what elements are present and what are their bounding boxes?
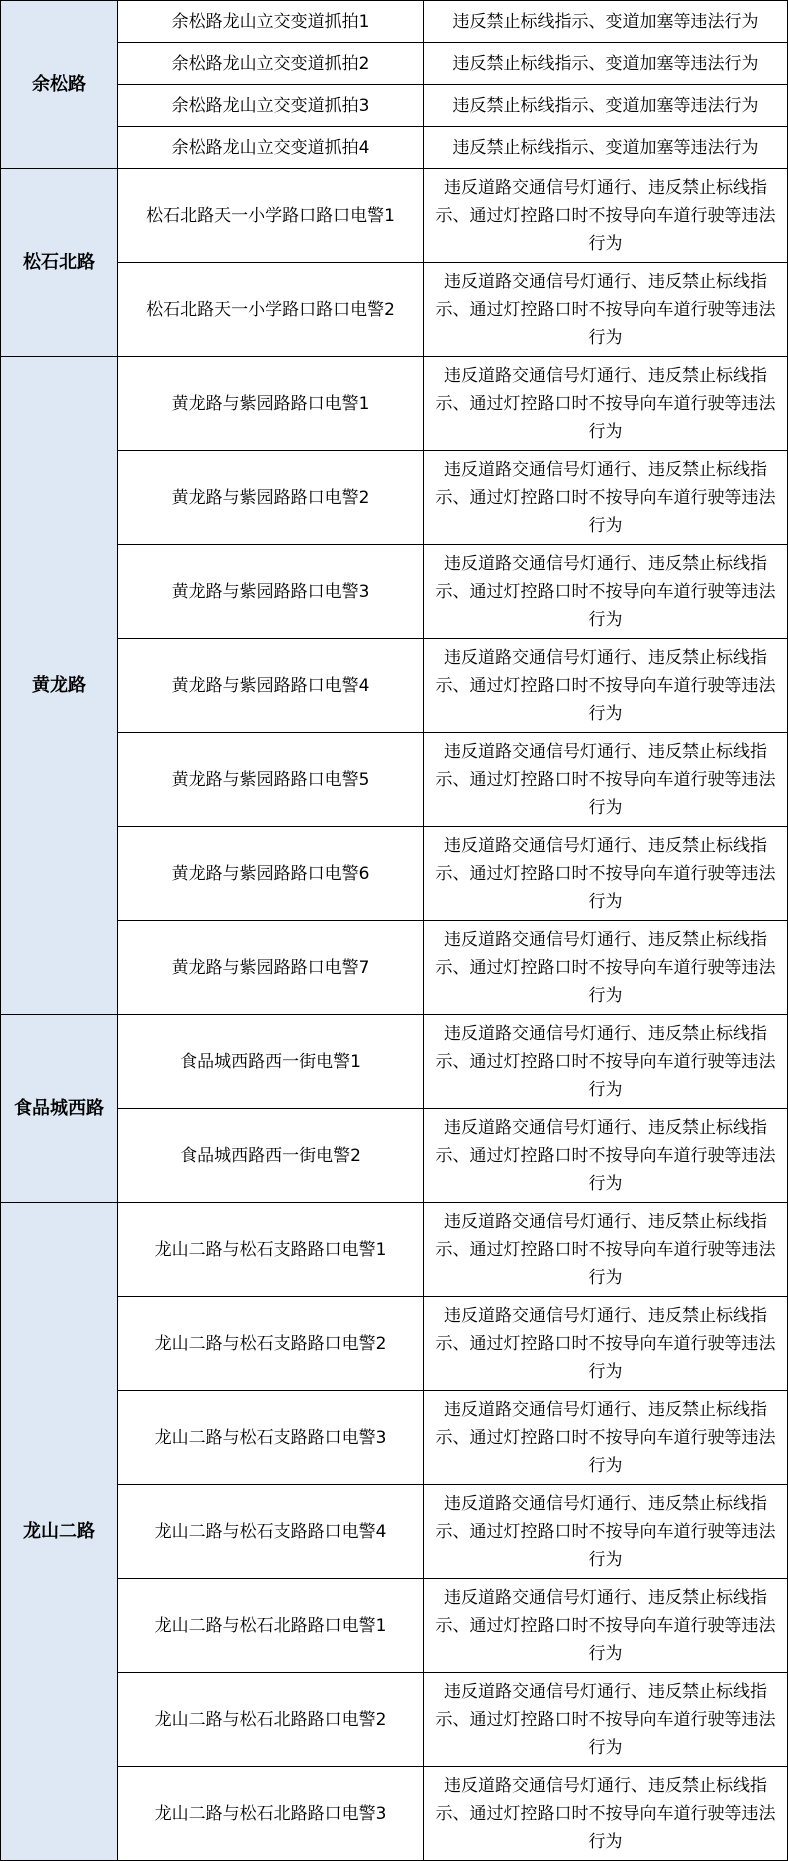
table-row [1, 357, 788, 451]
table-row [1, 1767, 788, 1861]
table-row [1, 127, 788, 169]
violation-behavior-cell: 违反道路交通信号灯通行、违反禁止标线指示、通过灯控路口时不按导向车道行驶等违法行为 [424, 169, 788, 263]
table-row [1, 545, 788, 639]
violation-behavior-cell: 违反道路交通信号灯通行、违反禁止标线指示、通过灯控路口时不按导向车道行驶等违法行为 [424, 827, 788, 921]
table-row [1, 1297, 788, 1391]
camera-name-cell: 黄龙路与紫园路路口电警1 [118, 357, 424, 451]
violation-behavior-cell: 违反道路交通信号灯通行、违反禁止标线指示、通过灯控路口时不按导向车道行驶等违法行为 [424, 1109, 788, 1203]
camera-name-cell: 余松路龙山立交变道抓拍2 [118, 43, 424, 85]
violation-behavior-cell: 违反道路交通信号灯通行、违反禁止标线指示、通过灯控路口时不按导向车道行驶等违法行为 [424, 1485, 788, 1579]
violation-behavior-cell: 违反道路交通信号灯通行、违反禁止标线指示、通过灯控路口时不按导向车道行驶等违法行为 [424, 451, 788, 545]
camera-name-cell: 黄龙路与紫园路路口电警7 [118, 921, 424, 1015]
road-name-cell: 食品城西路 [1, 1015, 118, 1203]
road-name-cell: 松石北路 [1, 169, 118, 357]
table-row [1, 827, 788, 921]
violation-behavior-cell: 违反道路交通信号灯通行、违反禁止标线指示、通过灯控路口时不按导向车道行驶等违法行为 [424, 1767, 788, 1861]
violation-behavior-cell: 违反禁止标线指示、变道加塞等违法行为 [424, 43, 788, 85]
table-row [1, 263, 788, 357]
violation-behavior-cell: 违反道路交通信号灯通行、违反禁止标线指示、通过灯控路口时不按导向车道行驶等违法行为 [424, 545, 788, 639]
camera-name-cell: 龙山二路与松石北路路口电警3 [118, 1767, 424, 1861]
table-row [1, 1, 788, 43]
violation-behavior-cell: 违反道路交通信号灯通行、违反禁止标线指示、通过灯控路口时不按导向车道行驶等违法行为 [424, 1579, 788, 1673]
road-name-cell: 黄龙路 [1, 357, 118, 1015]
road-name-cell: 余松路 [1, 1, 118, 169]
camera-name-cell: 食品城西路西一街电警2 [118, 1109, 424, 1203]
table-row [1, 733, 788, 827]
violation-behavior-cell: 违反道路交通信号灯通行、违反禁止标线指示、通过灯控路口时不按导向车道行驶等违法行为 [424, 639, 788, 733]
table-row [1, 1391, 788, 1485]
table-row [1, 85, 788, 127]
camera-name-cell: 龙山二路与松石支路路口电警3 [118, 1391, 424, 1485]
violation-behavior-cell: 违反禁止标线指示、变道加塞等违法行为 [424, 127, 788, 169]
table-row [1, 451, 788, 545]
camera-name-cell: 黄龙路与紫园路路口电警5 [118, 733, 424, 827]
table-row [1, 639, 788, 733]
table-row [1, 1485, 788, 1579]
camera-name-cell: 松石北路天一小学路口路口电警2 [118, 263, 424, 357]
table-row [1, 169, 788, 263]
table-row [1, 1015, 788, 1109]
camera-name-cell: 食品城西路西一街电警1 [118, 1015, 424, 1109]
camera-name-cell: 松石北路天一小学路口路口电警1 [118, 169, 424, 263]
camera-name-cell: 黄龙路与紫园路路口电警2 [118, 451, 424, 545]
table-row [1, 921, 788, 1015]
camera-name-cell: 黄龙路与紫园路路口电警6 [118, 827, 424, 921]
camera-name-cell: 黄龙路与紫园路路口电警4 [118, 639, 424, 733]
violation-behavior-cell: 违反道路交通信号灯通行、违反禁止标线指示、通过灯控路口时不按导向车道行驶等违法行为 [424, 1391, 788, 1485]
violation-behavior-cell: 违反禁止标线指示、变道加塞等违法行为 [424, 1, 788, 43]
camera-name-cell: 龙山二路与松石支路路口电警1 [118, 1203, 424, 1297]
camera-name-cell: 龙山二路与松石北路路口电警1 [118, 1579, 424, 1673]
violation-behavior-cell: 违反道路交通信号灯通行、违反禁止标线指示、通过灯控路口时不按导向车道行驶等违法行为 [424, 1297, 788, 1391]
table-row [1, 1109, 788, 1203]
camera-name-cell: 黄龙路与紫园路路口电警3 [118, 545, 424, 639]
camera-name-cell: 余松路龙山立交变道抓拍4 [118, 127, 424, 169]
road-name-cell: 龙山二路 [1, 1203, 118, 1861]
camera-name-cell: 余松路龙山立交变道抓拍3 [118, 85, 424, 127]
violation-behavior-cell: 违反道路交通信号灯通行、违反禁止标线指示、通过灯控路口时不按导向车道行驶等违法行为 [424, 1203, 788, 1297]
violation-behavior-cell: 违反道路交通信号灯通行、违反禁止标线指示、通过灯控路口时不按导向车道行驶等违法行为 [424, 1015, 788, 1109]
violation-behavior-cell: 违反禁止标线指示、变道加塞等违法行为 [424, 85, 788, 127]
violation-behavior-cell: 违反道路交通信号灯通行、违反禁止标线指示、通过灯控路口时不按导向车道行驶等违法行为 [424, 357, 788, 451]
table-row [1, 43, 788, 85]
table-row [1, 1203, 788, 1297]
camera-name-cell: 龙山二路与松石北路路口电警2 [118, 1673, 424, 1767]
table-row [1, 1579, 788, 1673]
camera-name-cell: 龙山二路与松石支路路口电警4 [118, 1485, 424, 1579]
camera-name-cell: 余松路龙山立交变道抓拍1 [118, 1, 424, 43]
violation-behavior-cell: 违反道路交通信号灯通行、违反禁止标线指示、通过灯控路口时不按导向车道行驶等违法行为 [424, 263, 788, 357]
table-body [1, 1, 788, 1861]
violation-behavior-cell: 违反道路交通信号灯通行、违反禁止标线指示、通过灯控路口时不按导向车道行驶等违法行为 [424, 921, 788, 1015]
violation-behavior-cell: 违反道路交通信号灯通行、违反禁止标线指示、通过灯控路口时不按导向车道行驶等违法行为 [424, 733, 788, 827]
table-row [1, 1673, 788, 1767]
violation-behavior-cell: 违反道路交通信号灯通行、违反禁止标线指示、通过灯控路口时不按导向车道行驶等违法行为 [424, 1673, 788, 1767]
camera-name-cell: 龙山二路与松石支路路口电警2 [118, 1297, 424, 1391]
